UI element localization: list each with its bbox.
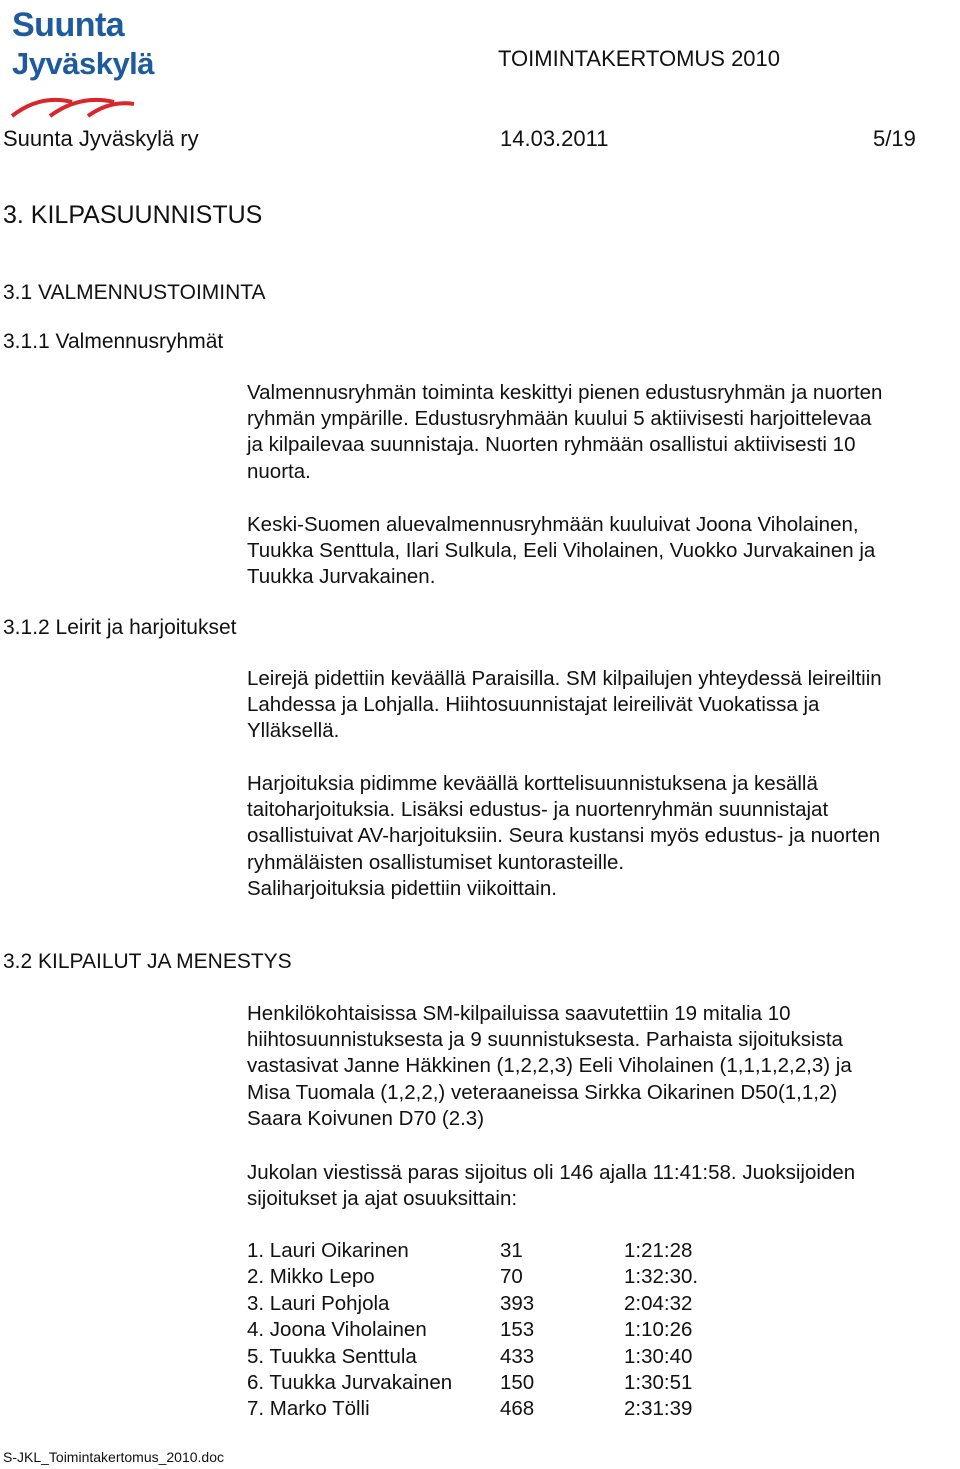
runner-time: 1:30:51 [624, 1370, 693, 1394]
runner-name: 3. Lauri Pohjola [247, 1291, 390, 1315]
runner-place: 31 [500, 1239, 523, 1262]
text-line: vastasivat Janne Häkkinen (1,2,2,3) Eeli Viholainen (1,1,1,2,2,3) ja [247, 1054, 852, 1078]
runner-name: 4. Joona Viholainen [247, 1318, 427, 1342]
footer-filename: S-JKL_Toimintakertomus_2010.doc [3, 1449, 225, 1465]
paragraph-jukola [247, 1160, 959, 1212]
text-line: ryhmän ympärille. Edustusryhmään kuului 5 aktiivisesti harjoittelevaa [247, 407, 872, 431]
runner-time: 2:31:39 [624, 1397, 693, 1421]
text-line: osallistuivat AV-harjoituksiin. Seura kustansi myös edustus- ja nuorten [247, 824, 881, 848]
runner-place: 468 [500, 1397, 535, 1421]
runner-name: 7. Marko Tölli [247, 1397, 370, 1421]
heading-valmennustoiminta: 3.1 VALMENNUSTOIMINTA [3, 281, 266, 304]
text-line: Saara Koivunen D70 (2.3) [247, 1106, 485, 1130]
table-row [247, 1396, 847, 1422]
text-line: Leirejä pidettiin keväällä Paraisilla. SM kilpailujen yhteydessä leireiltiin [247, 667, 882, 690]
text-line: Ylläksellä. [247, 719, 340, 743]
runner-name: 6. Tuukka Jurvakainen [247, 1370, 453, 1394]
jukola-results-table [247, 1238, 847, 1423]
runner-time: 1:30:40 [624, 1344, 693, 1368]
organization-name: Suunta Jyväskylä ry [3, 126, 199, 151]
text-line: Keski-Suomen aluevalmennusryhmään kuuluivat Joona Viholainen, [247, 513, 859, 536]
table-row [247, 1317, 847, 1343]
table-row [247, 1370, 847, 1396]
text-line: Valmennusryhmän toiminta keskittyi pienen edustusryhmän ja nuorten [247, 381, 883, 404]
runner-name: 5. Tuukka Senttula [247, 1344, 417, 1368]
text-line: Misa Tuomala (1,2,2,) veteraaneissa Sirkka Oikarinen D50(1,1,2) [247, 1080, 838, 1104]
table-row [247, 1264, 847, 1290]
text-line: ryhmäläisten osallistumiset kuntorasteille. [247, 850, 625, 874]
runner-name: 1. Lauri Oikarinen [247, 1239, 409, 1262]
club-logo [10, 6, 155, 124]
paragraph-aluevalmennus [247, 512, 959, 591]
runner-place: 150 [500, 1370, 535, 1394]
text-line: taitoharjoituksia. Lisäksi edustus- ja nuortenryhmän suunnistajat [247, 798, 829, 822]
report-title: TOIMINTAKERTOMUS 2010 [498, 46, 781, 71]
paragraph-harjoitukset [247, 771, 959, 902]
runner-place: 433 [500, 1344, 535, 1368]
heading-kilpasuunnistus: 3. KILPASUUNNISTUS [3, 201, 263, 229]
runner-place: 153 [500, 1318, 535, 1342]
text-line: Harjoituksia pidimme keväällä korttelisuunnistuksena ja kesällä [247, 772, 818, 795]
text-line: Henkilökohtaisissa SM-kilpailuissa saavutettiin 19 mitalia 10 [247, 1002, 791, 1025]
runner-place: 393 [500, 1291, 535, 1315]
logo-text-suunta: Suunta [12, 6, 125, 44]
heading-valmennusryhmat: 3.1.1 Valmennusryhmät [3, 330, 224, 353]
table-row [247, 1238, 847, 1264]
logo-arcs-icon [10, 90, 140, 120]
heading-kilpailut-ja-menestys: 3.2 KILPAILUT JA MENESTYS [3, 950, 292, 973]
runner-name: 2. Mikko Lepo [247, 1265, 375, 1289]
runner-place: 70 [500, 1265, 523, 1289]
text-line: Lahdessa ja Lohjalla. Hiihtosuunnistajat leireilivät Vuokatissa ja [247, 693, 820, 717]
heading-leirit-ja-harjoitukset: 3.1.2 Leirit ja harjoitukset [3, 616, 237, 639]
text-line: hiihtosuunnistuksesta ja 9 suunnistuksesta. Parhaista sijoituksista [247, 1028, 843, 1052]
text-line: ja kilpailevaa suunnistaja. Nuorten ryhmään osallistui aktiivisesti 10 [247, 433, 856, 457]
table-row [247, 1291, 847, 1317]
text-line: Tuukka Senttula, Ilari Sulkula, Eeli Viholainen, Vuokko Jurvakainen ja [247, 539, 876, 563]
text-line: Saliharjoituksia pidettiin viikoittain. [247, 876, 557, 900]
text-line: Jukolan viestissä paras sijoitus oli 146 ajalla 11:41:58. Juoksijoiden [247, 1161, 856, 1184]
paragraph-leirit [247, 666, 959, 745]
text-line: sijoitukset ja ajat osuuksittain: [247, 1187, 518, 1211]
runner-time: 1:21:28 [624, 1239, 693, 1262]
logo-text-jyvaskyla: Jyväskylä [12, 46, 155, 81]
paragraph-sm-kilpailut [247, 1001, 959, 1132]
runner-time: 1:10:26 [624, 1318, 693, 1342]
paragraph-valmennusryhma [247, 380, 959, 485]
table-row [247, 1344, 847, 1370]
runner-time: 1:32:30. [624, 1265, 699, 1289]
text-line: Tuukka Jurvakainen. [247, 565, 436, 589]
runner-time: 2:04:32 [624, 1291, 693, 1315]
text-line: nuorta. [247, 459, 311, 483]
page-number: 5/19 [873, 126, 916, 151]
report-date: 14.03.2011 [500, 126, 609, 151]
